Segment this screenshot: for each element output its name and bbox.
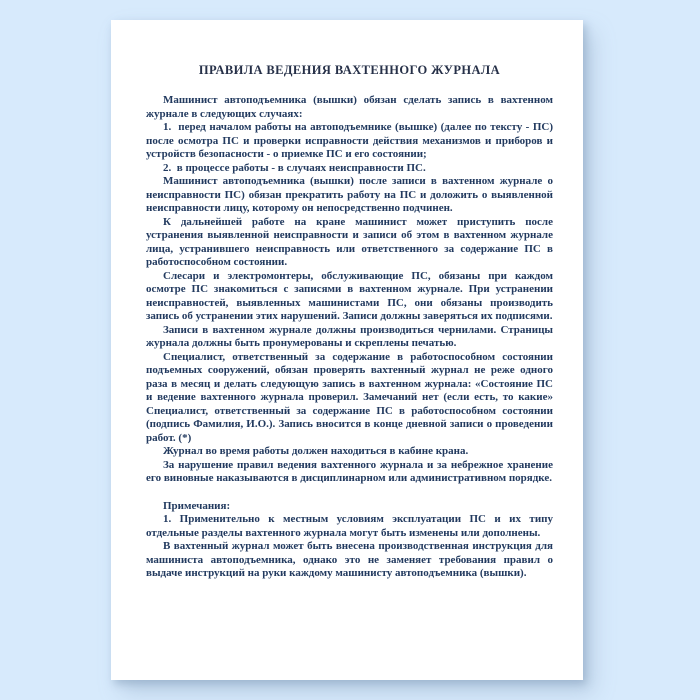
note-paragraph: 1. Применительно к местным условиям эксплуатации ПС и их типу отдельные разделы вахтенного журнала могут быть изменены или дополнены. (146, 513, 553, 539)
document-body (146, 94, 553, 581)
paragraph: К дальнейшей работе на кране машинист может приступить после устранения выявленной неисправности и записи об этом в вахтенном журнале лица, устранившего неисправность или ответственного за содержание ПС в работоспособном состоянии. (146, 215, 553, 268)
document-title: ПРАВИЛА ВЕДЕНИЯ ВАХТЕННОГО ЖУРНАЛА (198, 63, 501, 77)
note-paragraph: В вахтенный журнал может быть внесена производственная инструкция для машиниста автоподъемника, однако это не заменяет требования правил о выдаче инструкций на руки каждому машинисту автоподъемника (вышки). (146, 540, 553, 579)
paragraph: Машинист автоподъемника (вышки) после записи в вахтенном журнале о неисправности ПС) обязан прекратить работу на ПС и доложить о выявленной неисправности лицу, которому он непосредственно подчинен. (146, 175, 553, 214)
paragraph: Специалист, ответственный за содержание в работоспособном состоянии подъемных сооружений, обязан проверять вахтенный журнал не реже одного раза в месяц и делать следующую запись в вахтенном журнала: «Состояние ПС и ведение вахтенного журнала проверил. Замечаний нет (если есть, то какие» Специалист, ответственный за содержание ПС в работоспособном состоянии (подпись Фамилия, И.О.). Запись вносится в конце дневной записи о проведении работ. (*) (146, 350, 553, 444)
paragraph: Машинист автоподъемника (вышки) обязан сделать запись в вахтенном журнале в следующих случаях: (146, 94, 553, 120)
numbered-item: 2. в процессе работы - в случаях неисправности ПС. (163, 161, 426, 174)
document-page (111, 20, 583, 680)
notes-heading: Примечания: (163, 499, 231, 512)
paragraph: Записи в вахтенном журнале должны производиться чернилами. Страницы журнала должны быть пронумерованы и скреплены печатью. (146, 323, 553, 349)
paragraph: Журнал во время работы должен находиться в кабине крана. (163, 445, 469, 457)
paragraph: Слесари и электромонтеры, обслуживающие ПС, обязаны при каждом осмотре ПС знакомиться с записями в вахтенном журнале. При устранении неисправностей, выявленных машинистами ПС, они обязаны производить запись об устранении этих нарушений. Записи должны заверяться их подписями. (146, 269, 553, 322)
paragraph: За нарушение правил ведения вахтенного журнала и за небрежное хранение его виновные наказываются в дисциплинарном или административном порядке. (146, 458, 553, 484)
numbered-item: 1. перед началом работы на автоподъемнике (вышке) (далее по тексту - ПС) после осмотра ПС и проверки исправности действия механизмов и приборов и устройств безопасности - о приемке ПС и его состоянии; (146, 121, 553, 160)
